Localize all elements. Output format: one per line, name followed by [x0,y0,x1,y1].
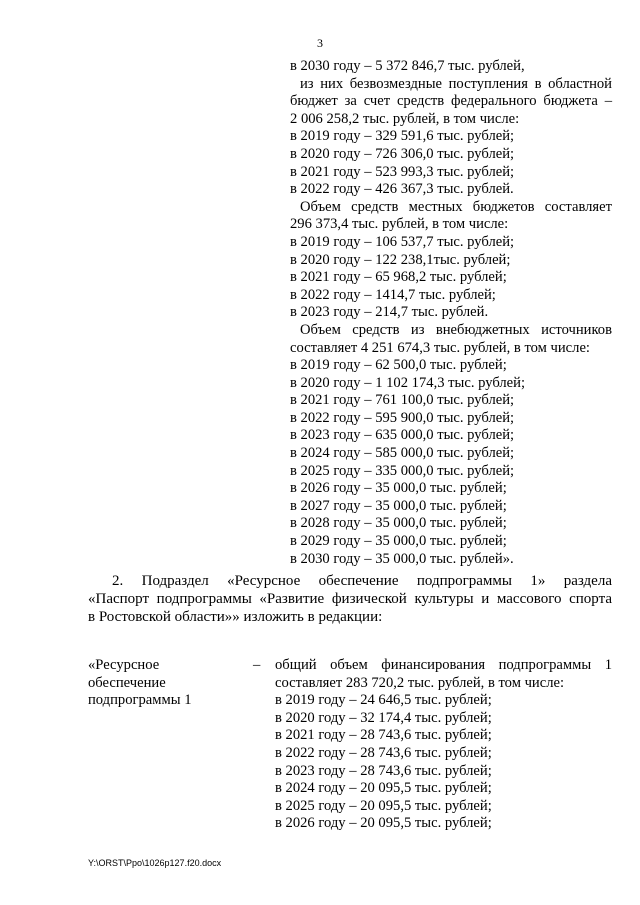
text-line: «Паспорт подпрограммы «Развитие физической культуры и массового спорта [88,591,612,607]
text-line: в 2026 году – 20 095,5 тыс. рублей; [275,815,492,832]
text-line: в 2020 году – 122 238,1тыс. рублей; [290,251,511,268]
text-line: в 2021 году – 28 743,6 тыс. рублей; [275,727,492,744]
text-line: в 2019 году – 106 537,7 тыс. рублей; [290,233,515,250]
text-line: в 2025 году – 20 095,5 тыс. рублей; [275,797,492,814]
text-line: в 2021 году – 761 100,0 тыс. рублей; [290,392,515,409]
subprogram-funding-block [275,657,612,833]
text-line: 2. Подраздел «Ресурсное обеспечение подпрограммы 1» раздела [112,573,612,589]
text-line: в 2030 году – 5 372 846,7 тыс. рублей, [290,58,525,74]
text-line: в 2025 году – 335 000,0 тыс. рублей; [290,462,515,479]
text-line: в 2022 году – 595 900,0 тыс. рублей; [290,409,515,426]
text-line: обеспечение [88,674,166,691]
file-path-footer: Y:\ORST\Ppo\1026p127.f20.docx [88,858,222,868]
text-line: в 2019 году – 24 646,5 тыс. рублей; [275,692,492,709]
text-line: в 2023 году – 214,7 тыс. рублей. [290,304,489,321]
text-line: в 2023 году – 28 743,6 тыс. рублей; [275,762,492,779]
text-line: в 2021 году – 523 993,3 тыс. рублей; [290,163,515,180]
text-line: составляет 4 251 674,3 тыс. рублей, в том числе: [290,339,590,356]
text-line: Объем средств из внебюджетных источников [300,321,612,338]
text-line: в 2029 году – 35 000,0 тыс. рублей; [290,533,507,550]
text-line: в 2020 году – 1 102 174,3 тыс. рублей; [290,374,526,391]
text-line: в 2021 году – 65 968,2 тыс. рублей; [290,269,507,286]
text-line: в Ростовской области»» изложить в редакции: [88,609,383,625]
text-line: в 2030 году – 35 000,0 тыс. рублей». [290,550,514,567]
text-line: в 2020 году – 32 174,4 тыс. рублей; [275,709,492,726]
text-line: в 2020 году – 726 306,0 тыс. рублей; [290,145,515,162]
text-line: «Ресурсное [88,657,160,673]
text-line: бюджет за счет средств федерального бюджета – [290,93,612,110]
text-line: в 2023 году – 635 000,0 тыс. рублей; [290,427,515,444]
label-dash: – [253,657,261,673]
text-line: составляет 283 720,2 тыс. рублей, в том числе: [275,674,565,691]
text-line: в 2024 году – 20 095,5 тыс. рублей; [275,780,492,797]
text-line: в 2022 году – 28 743,6 тыс. рублей; [275,744,492,761]
text-line: 296 373,4 тыс. рублей, в том числе: [290,216,509,233]
text-line: в 2019 году – 329 591,6 тыс. рублей; [290,128,515,145]
text-line: в 2024 году – 585 000,0 тыс. рублей; [290,445,515,462]
text-line: в 2027 году – 35 000,0 тыс. рублей; [290,497,507,514]
resource-support-label [88,657,261,710]
text-line: в 2022 году – 1414,7 тыс. рублей; [290,286,496,303]
text-line: в 2026 году – 35 000,0 тыс. рублей; [290,480,507,497]
text-line: 2 006 258,2 тыс. рублей, в том числе: [290,110,520,127]
text-line: в 2022 году – 426 367,3 тыс. рублей. [290,181,514,198]
text-line: общий объем финансирования подпрограммы 1 [275,657,612,673]
funding-sources-block [290,58,612,568]
text-line: подпрограммы 1 [88,692,192,709]
amendment-paragraph [88,572,612,626]
text-line: из них безвозмездные поступления в областной [300,75,612,92]
text-line: в 2028 году – 35 000,0 тыс. рублей; [290,515,507,532]
text-line: в 2019 году – 62 500,0 тыс. рублей; [290,357,507,374]
page-number: 3 [317,36,323,50]
text-line: Объем средств местных бюджетов составляет [300,198,612,215]
